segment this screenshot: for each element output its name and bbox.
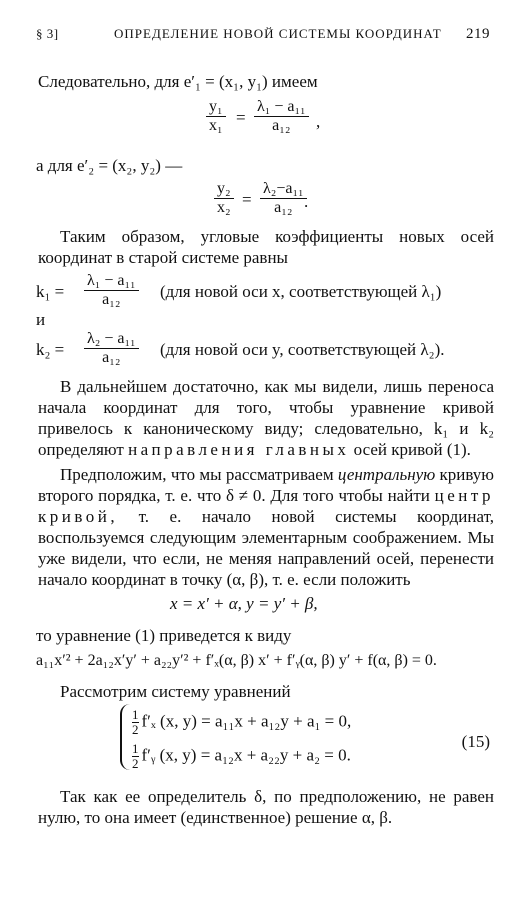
frac2-lhs-num: y₂ — [214, 180, 234, 199]
line-and-for: а для e′₂ = (x₂, y₂) — — [36, 156, 183, 175]
conjunction-and: и — [36, 310, 46, 329]
para-suppose — [38, 464, 494, 590]
system-eq-2-half-num: 1 — [132, 741, 139, 756]
system-eq-2-text: f′ᵧ (x, y) = a₁₂x + a₂₂y + a₂ = 0. — [141, 745, 351, 765]
k1-num: λ₁ − a₁₁ — [84, 272, 139, 291]
k1-frac — [84, 272, 139, 309]
line-consider: Рассмотрим систему уравнений — [60, 682, 291, 701]
frac2-equals: = — [242, 190, 252, 209]
k2-note: (для новой оси y, соответствующей λ₂). — [160, 340, 445, 359]
section-marker: § 3] — [36, 26, 59, 41]
para-suppose-spaced: центр кривой, — [38, 486, 495, 526]
para-suppose-text-a: Предположим, что мы рассматриваем — [60, 465, 334, 484]
k2-frac — [84, 330, 139, 367]
para-further-text-a: В дальнейшем достаточно, как мы видели, лишь переноса начала координат для того, чтобы уравнение кривой привелось к каноническому виду; следовательно, k₁ и k₂ определяют — [38, 377, 494, 459]
k2-lhs: k₂ = — [36, 340, 65, 359]
system-eq-2-half — [132, 742, 139, 771]
para-further — [38, 376, 494, 460]
line-then: то уравнение (1) приведется к виду — [36, 626, 292, 645]
line-hence: Следовательно, для e′₁ = (x₁, y₁) имеем — [38, 72, 318, 91]
frac1-rhs — [254, 98, 309, 135]
frac1-lhs — [206, 98, 226, 135]
system-eq-1-half-num: 1 — [132, 707, 139, 722]
para-last: Так как ее определитель δ, по предположению, не равен нулю, то она имеет (единственное) решение α, β. — [38, 787, 494, 827]
system-eq-2 — [132, 742, 351, 771]
para-further-spaced: направления главных — [128, 440, 350, 459]
para-suppose-italic: центральную — [337, 465, 436, 484]
k2-den: a₁₂ — [102, 349, 121, 366]
para-suppose-text-b: кривую второго порядка, т. е. что δ ≠ 0. Для того чтобы найти — [38, 465, 495, 505]
frac1-rhs-den: a₁₂ — [272, 117, 291, 134]
system-eq-2-half-den: 2 — [132, 756, 139, 771]
frac2-rhs-den: a₁₂ — [274, 199, 293, 216]
para-slopes: Таким образом, угловые коэффициенты новых осей координат в старой системе равны — [38, 227, 494, 267]
frac2-rhs — [260, 180, 307, 217]
k1-den: a₁₂ — [102, 291, 121, 308]
frac2-tail: . — [304, 192, 309, 211]
system-eq-1-text: f′ₓ (x, y) = a₁₁x + a₁₂y + a₁ = 0, — [141, 711, 352, 731]
k2-num: λ₂ − a₁₁ — [84, 330, 139, 349]
system-eq-1 — [132, 708, 351, 737]
frac2-lhs — [214, 180, 234, 217]
system-eq-1-half-den: 2 — [132, 722, 139, 737]
frac1-rhs-num: λ₁ − a₁₁ — [254, 98, 309, 117]
frac1-equals: = — [236, 108, 246, 127]
equation-long: a₁₁x′² + 2a₁₂x′y′ + a₂₂y′² + f′ₓ(α, β) x′ + f′ᵧ(α, β) y′ + f(α, β) = 0. — [36, 652, 437, 669]
k1-lhs: k₁ = — [36, 282, 65, 301]
running-title: ОПРЕДЕЛЕНИЕ НОВОЙ СИСТЕМЫ КООРДИНАТ — [114, 26, 442, 41]
frac1-lhs-den: x₁ — [209, 117, 223, 134]
equation-number: (15) — [461, 732, 490, 751]
k1-note: (для новой оси x, соответствующей λ₁) — [160, 282, 442, 301]
system-eq-1-half — [132, 708, 139, 737]
frac1-lhs-num: y₁ — [206, 98, 226, 117]
equation-shift: x = x′ + α, y = y′ + β, — [170, 594, 318, 613]
system-brace — [120, 704, 130, 770]
frac1-tail: , — [316, 112, 321, 131]
frac2-lhs-den: x₂ — [217, 199, 231, 216]
para-suppose-text-c: т. е. начало новой системы координат, воспользуемся следующим элементарным соображением. Мы уже видели, что если, не меняя направлений осей, перенести начало координат в точку (α, β), т. е. если положить — [38, 507, 495, 589]
frac2-rhs-num: λ₂−a₁₁ — [260, 180, 307, 199]
page-number: 219 — [466, 26, 490, 42]
para-further-text-b: осей кривой (1). — [353, 440, 471, 459]
